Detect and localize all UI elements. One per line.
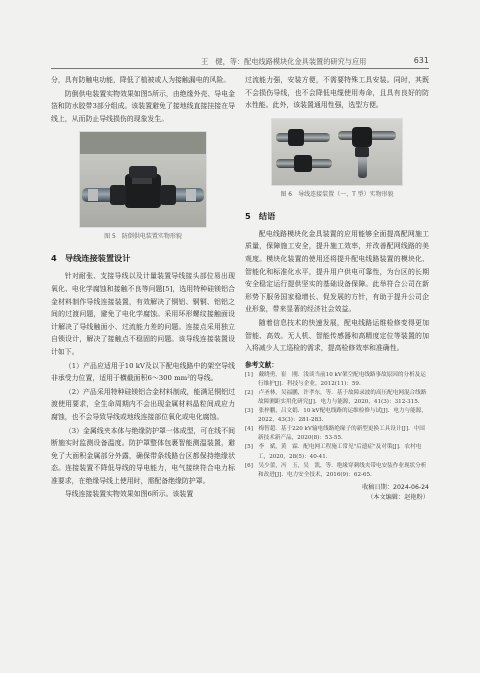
left-column xyxy=(51,74,235,502)
paragraph: 随着信息技术的快速发展，配电线路运维检修变得更加智能、高效。无人机、智能传感器和高精度定位等装置的加入将减少人工巡检的需求，提高检修效率和准确性。 xyxy=(245,318,429,353)
reference-item: [3] 张梓鹏，吕文娟．10 kV配电线路的运维检修与试[J]．电力与能源，2022，43(3)：281-283. xyxy=(245,408,427,424)
page-number: 631 xyxy=(413,56,429,65)
paragraph: （2）产品采用特种硅镁铝合金材料制成，能满足铜铝过渡使用要求，全生命周期内不会出现金属材料晶粒间成应力腐蚀，也不会导致导线或地线连接部位氧化或电化腐蚀。 xyxy=(51,387,235,421)
paragraph: 针对耐张、支接导线以及计量装置导线接头部位易出现氧化、电化学腐蚀和接触不良等问题[5]，选用特种硅镁铝合金材料制作导线连接装置，有效解决了铜铝、铜铜、铝铝之间的过渡问题，避免了电化学腐蚀。采用环形螺纹接触面设计解决了导线触面小、过流能力差的问题。连接点采用独立自锁设计，解决了接触点不稳固的问题。该导线连接装置设计如下。 xyxy=(51,272,235,356)
section-4-heading: 4 导线连接装置设计 xyxy=(51,253,131,264)
figure-6-photo xyxy=(271,118,403,186)
reference-item: [1] 戴晓勇，崔 刚．浅谈当前10 kV架空配电线路事故原因的分析及运行维护[J]．科技与企业，2012(11)：59. xyxy=(245,371,426,387)
figure-5-photo xyxy=(79,131,207,228)
figure-6-caption: 图 6 导线连接装置（一、T 型）实物形貌 xyxy=(280,190,394,198)
paragraph: 过流能力强，安装方便，不需要特殊工具安装。同时，其既不会损伤导线，也不会降低电缆使用寿命，且具有良好的防水性能。此外，该装置通用性强，选型方便。 xyxy=(245,76,429,110)
reference-item: [4] 梅智超．基于220 kV输电线路绝缘子的新型更换工具设计[J]．中国新技术新产品，2020(8)：53-55. xyxy=(245,426,425,442)
paragraph: （1）产品应适用于10 kV及以下配电线路中的架空导线非承受力位置，适用于横截面积6～300 mm²的导线。 xyxy=(51,361,235,383)
references-heading: 参考文献： xyxy=(245,360,278,369)
paragraph: 导线连接装置实物效果如图6所示。该装置 xyxy=(64,490,194,499)
reference-item: [6] 吴少蕾，冯 玉，吴 凯，等．绝缘穿刺线夹带电安装作业现状分析和改进[J]．电力安全技术，2016(9)：62-65. xyxy=(245,462,427,478)
running-header xyxy=(51,56,429,69)
reference-item: [2] 卢圣林，吴福鹏，许孝东，等．基于故障录波的高压配电网混合线路故障测距实用化研究[J]．电力与能源，2020，41(3)：312-315. xyxy=(245,389,427,405)
right-column xyxy=(245,74,429,503)
paragraph: 配电线路模块化金具装置的应用能够全面提高配网施工质量，保障施工安全，提升施工效率，并改善配网线路的美观度。模块化装置的使用还将提升配电线路装置的模块化、智能化和标准化水平，提升用户供电可靠性，为台区的长期安全稳定运行提供坚实的基础设备保障。此举符合公司在新形势下服务国家稳增长、促发展的方针，有助于提升公司企业形象，带来显著的经济社会效益。 xyxy=(245,229,429,314)
received-date: 收稿日期：2024-06-24 xyxy=(362,483,429,491)
paragraph: （3）金属线夹本体与绝缘防护罩一体成型，可在线不间断施实时监测设备温度。防护罩整体包裹智能测温装置，避免了大面积金属部分外露，确保带条线路台区都保持绝缘状态。连接装置不降低导线的导电能力，电气接续符合电力标准要求，在绝缘导线上使用时，需配备绝缘防护罩。 xyxy=(51,426,235,485)
figure-6 xyxy=(245,118,429,200)
paragraph: 防倒供电装置实物效果如图5所示，由绝缘外壳、导电金箔和防水胶带3部分组成。该装置避免了接地线直接挂接在导线上，从而防止导线损伤的现象发生。 xyxy=(51,89,235,123)
running-title: 王 健，等：配电线路模块化金具装置的研究与应用 xyxy=(201,57,367,66)
editor-note: （本文编辑：赵艳粉） xyxy=(367,493,429,501)
reference-item: [5] 李 斌，黄 霖．配电网工程施工常见"后遗症"及对策[J]．农村电工，2020，28(5)：40-41. xyxy=(245,444,422,460)
figure-5 xyxy=(51,131,235,242)
paragraph: 分，具有防触电功能，降低了植被或人为接触漏电的风险。 xyxy=(51,76,231,84)
figure-5-caption: 图 5 防倒供电装置实物形貌 xyxy=(104,233,182,241)
section-5-heading: 5 结语 xyxy=(245,210,276,221)
